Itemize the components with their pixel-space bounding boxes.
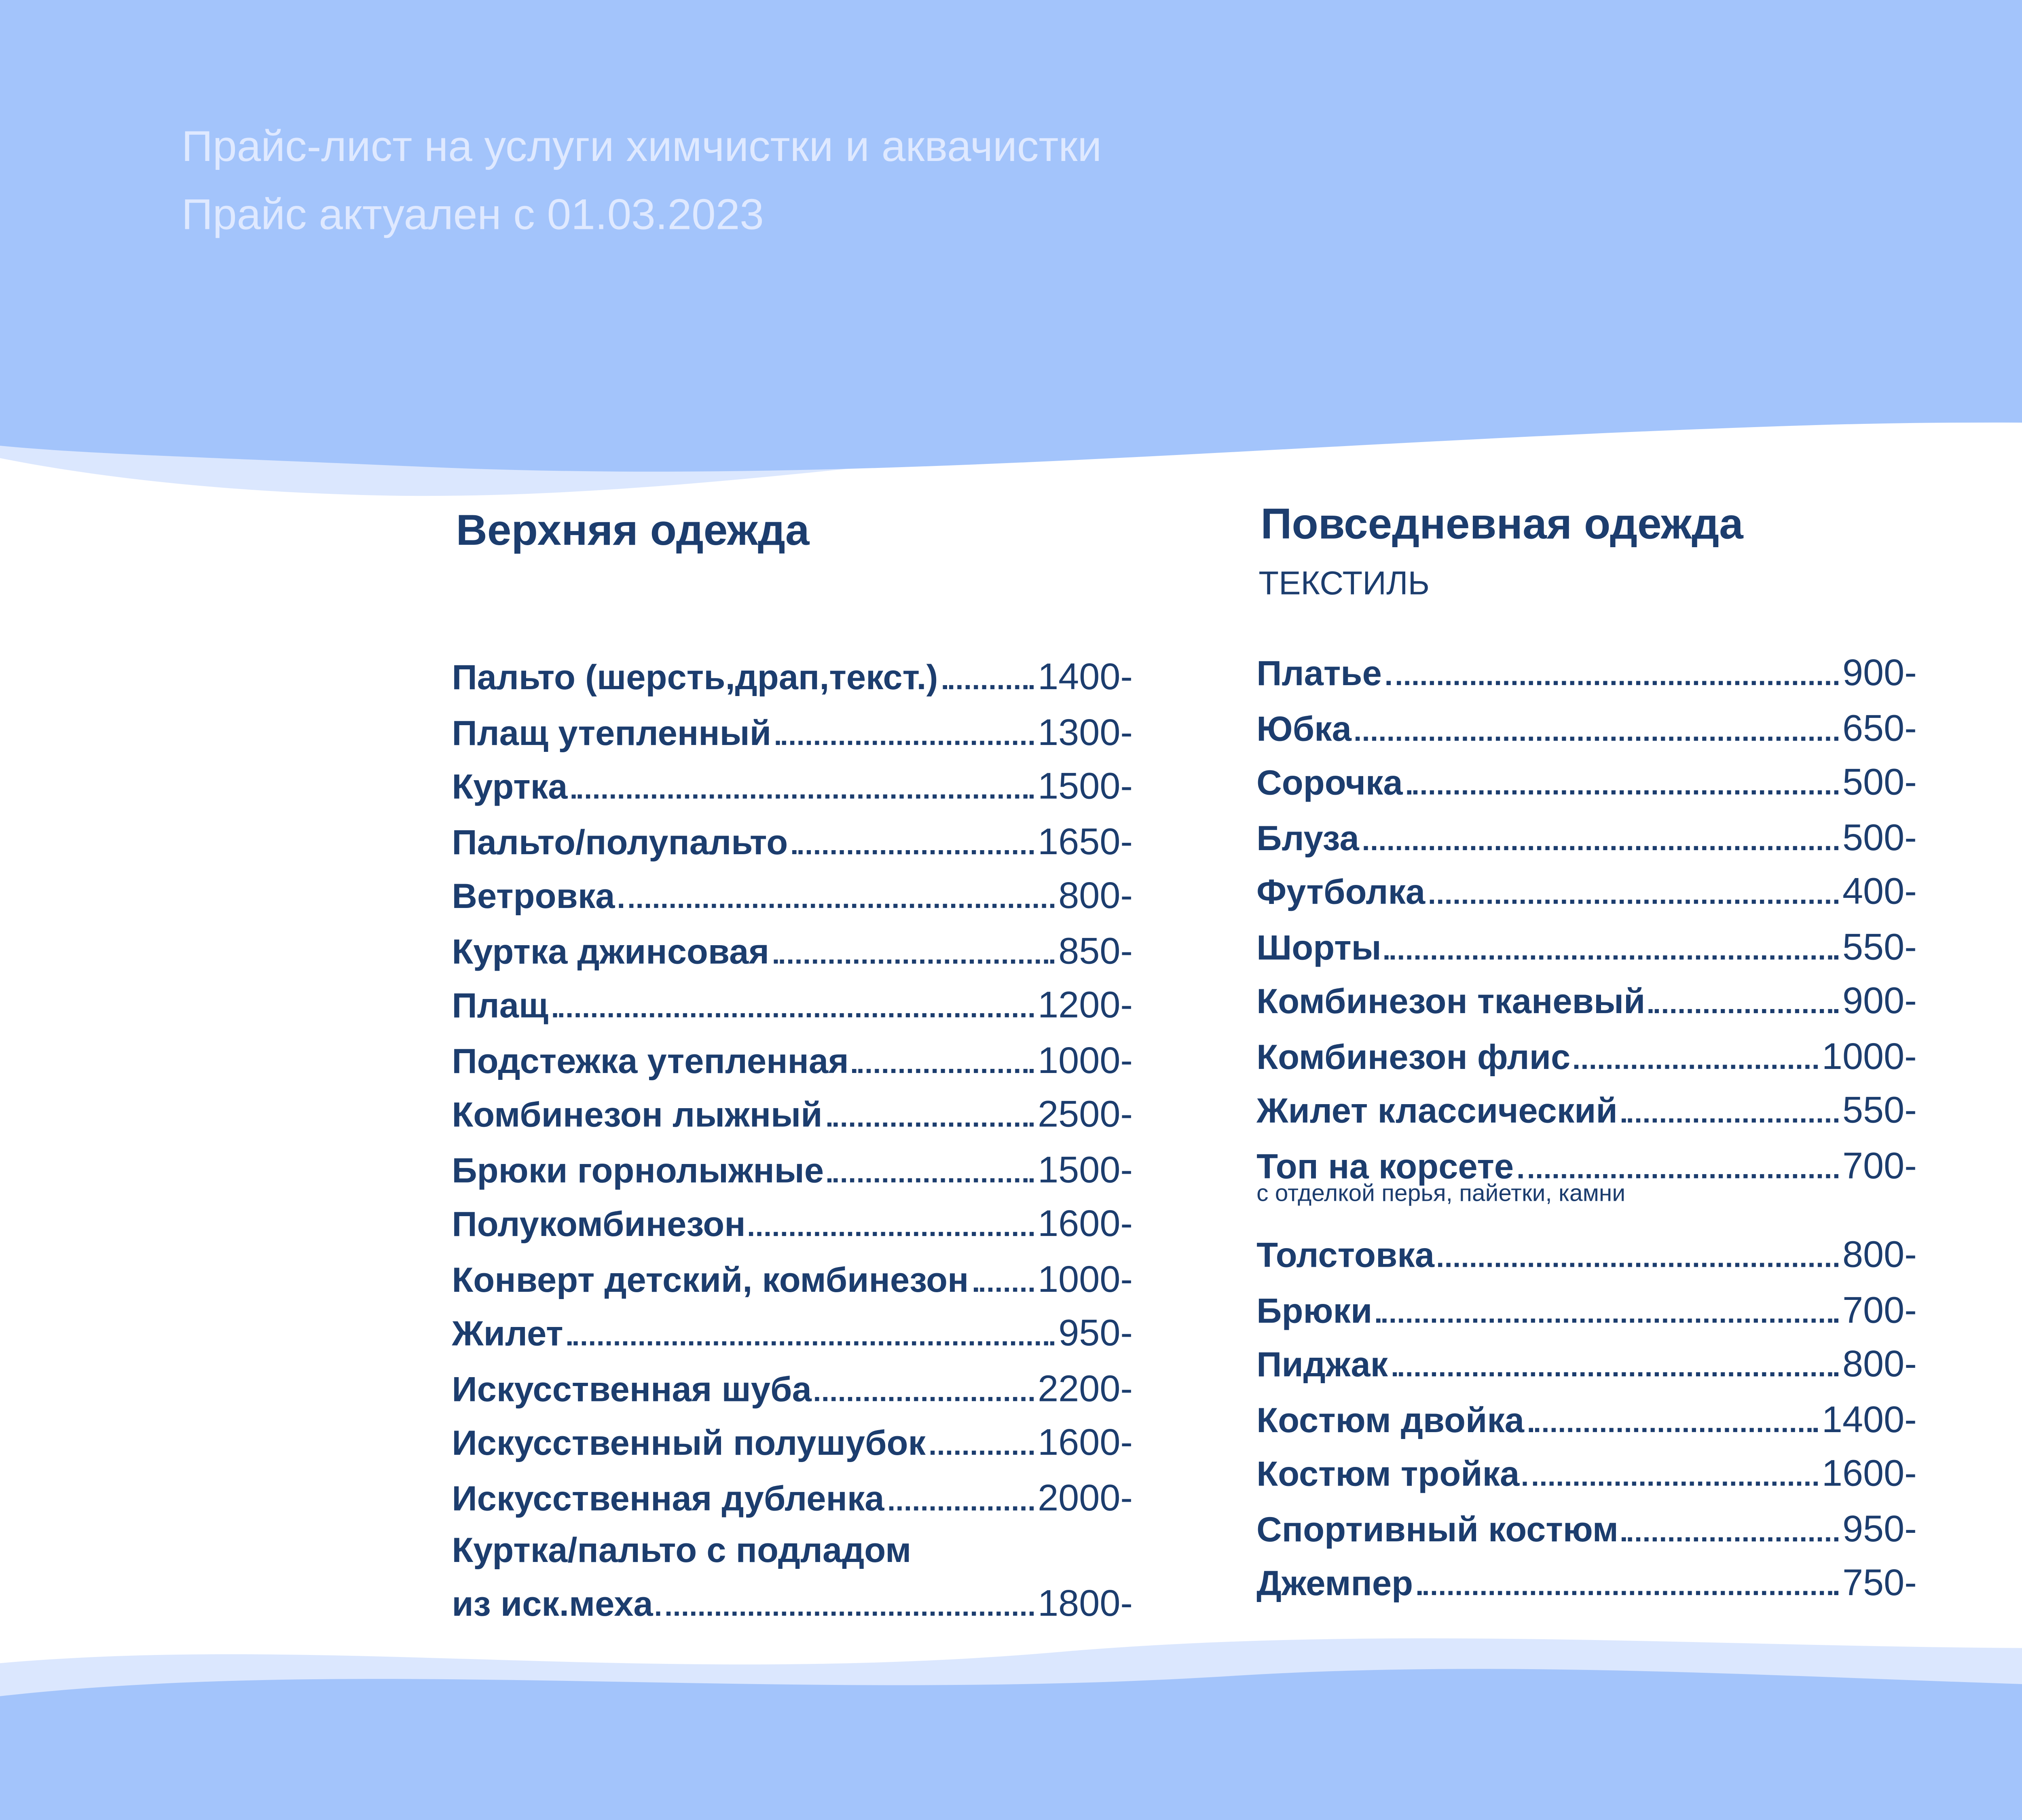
kids-description: [1952, 1579, 2022, 1649]
price-row: [452, 1357, 1133, 1411]
price-row: [1256, 1497, 1917, 1551]
dot-leader: [1429, 899, 1838, 904]
price-row: [452, 919, 1133, 973]
item-name: Брюки: [1256, 1291, 1373, 1330]
item-price: 1650-: [1038, 820, 1133, 862]
price-row: [1256, 1134, 1917, 1188]
item-name: Блуза: [1256, 818, 1359, 857]
dot-leader: [1574, 1064, 1817, 1068]
subtitle-date: Прайс актуален с 01.03.2023: [181, 192, 764, 239]
dot-leader: [657, 1612, 1034, 1616]
price-row: [1256, 751, 1917, 805]
price-row: [452, 1084, 1133, 1137]
item-name: Пальто/полупальто: [452, 822, 788, 862]
price-row: [452, 1029, 1133, 1082]
item-price: 2200-: [1038, 1367, 1133, 1409]
price-row: [452, 1247, 1133, 1301]
dot-leader: [1386, 681, 1838, 685]
item-name: Пиджак: [1256, 1345, 1388, 1385]
dot-leader: [567, 1341, 1054, 1345]
item-name: Платье: [1256, 654, 1382, 694]
item-price: 750-: [1842, 1562, 1917, 1604]
item-name: из иск.меха: [452, 1585, 653, 1624]
dot-leader: [775, 740, 1034, 744]
item-price: 1500-: [1038, 1148, 1133, 1190]
dot-leader: [1622, 1118, 1838, 1122]
casual-title: Повседневная одежда: [1261, 501, 1743, 549]
dot-leader: [1392, 1372, 1838, 1376]
item-name: Полукомбинезон: [452, 1205, 746, 1244]
item-name: Комбинезон лыжный: [452, 1096, 823, 1135]
price-row: [1256, 642, 1917, 696]
item-name: Комбинезон тканевый: [1256, 982, 1646, 1022]
item-price: 900-: [1842, 652, 1917, 694]
item-price: 650-: [1842, 707, 1917, 748]
price-row: [1256, 1224, 1917, 1278]
item-name: Спортивный костюм: [1256, 1509, 1618, 1549]
dot-leader: [1523, 1481, 1817, 1486]
item-price: 1000-: [1821, 1035, 1917, 1076]
dot-leader: [816, 1396, 1034, 1400]
price-row: [1256, 1442, 1917, 1496]
item-price: 550-: [1842, 925, 1917, 967]
dot-leader: [1356, 736, 1838, 740]
item-price: 500-: [1842, 761, 1917, 803]
dot-leader: [930, 1451, 1034, 1455]
price-row: [452, 810, 1133, 864]
item-name: Жилет классический: [1256, 1091, 1618, 1131]
item-price: 800-: [1842, 1234, 1917, 1276]
price-row: [452, 1138, 1133, 1192]
price-row: [452, 974, 1133, 1028]
item-price: 700-: [1842, 1144, 1917, 1186]
kids-desc-line1: [1952, 1579, 2022, 1614]
item-name: Комбинезон флис: [1256, 1037, 1571, 1076]
item-price: 1600-: [1821, 1452, 1917, 1494]
item-name: Жилет: [452, 1314, 563, 1354]
dot-leader: [827, 1123, 1034, 1127]
price-row: [1256, 970, 1917, 1024]
item-name: Плащ: [452, 986, 549, 1026]
item-price: 950-: [1058, 1312, 1133, 1354]
price-row: [452, 1412, 1133, 1465]
item-price: 2500-: [1038, 1094, 1133, 1135]
dot-leader: [1363, 845, 1838, 849]
item-price: 1600-: [1038, 1203, 1133, 1244]
item-price: 950-: [1842, 1507, 1917, 1549]
dot-leader: [619, 904, 1054, 908]
item-name: Топ на корсете: [1256, 1146, 1514, 1186]
price-row: [1256, 861, 1917, 914]
dot-leader: [750, 1232, 1034, 1236]
price-row: [452, 1193, 1133, 1246]
dot-leader: [853, 1068, 1034, 1072]
dot-leader: [773, 959, 1054, 963]
item-price: 1000-: [1038, 1257, 1133, 1299]
item-name: Искусственная шуба: [452, 1369, 812, 1409]
price-row: [452, 700, 1133, 754]
item-price: 850-: [1058, 929, 1133, 971]
item-price: 900-: [1842, 980, 1917, 1022]
dot-leader: [572, 794, 1034, 798]
item-name: Толстовка: [1256, 1236, 1435, 1276]
price-row: [1256, 1079, 1917, 1133]
price-row: [1256, 1278, 1917, 1332]
price-row: [1256, 1552, 1917, 1606]
item-price: 1200-: [1038, 984, 1133, 1026]
price-row: [452, 1466, 1133, 1520]
price-row: [1256, 806, 1917, 859]
item-name: Костюм двойка: [1256, 1400, 1525, 1439]
item-name: Юбка: [1256, 709, 1352, 748]
item-name: Брюки горнолыжные: [452, 1150, 824, 1190]
item-name: Подстежка утепленная: [452, 1041, 849, 1080]
dot-leader: [1377, 1318, 1838, 1322]
item-name: Искусственная дубленка: [452, 1478, 884, 1518]
dot-leader: [828, 1177, 1034, 1181]
item-price: 800-: [1842, 1343, 1917, 1385]
outerwear-title: Верхняя одежда: [456, 508, 810, 555]
dot-leader: [1622, 1536, 1838, 1540]
item-name: Плащ утепленный: [452, 713, 772, 752]
price-row: [1256, 1024, 1917, 1078]
price-row: [1256, 696, 1917, 750]
item-name: Конверт детский, комбинезон: [452, 1259, 969, 1299]
item-name: Ветровка: [452, 877, 615, 916]
item-price: 1800-: [1038, 1583, 1133, 1624]
dot-leader: [1417, 1591, 1838, 1595]
item-name: Костюм тройка: [1256, 1454, 1520, 1494]
item-price: 1500-: [1038, 765, 1133, 807]
dot-leader: [1518, 1173, 1838, 1177]
item-name: Куртка: [452, 767, 568, 807]
price-row: [452, 755, 1133, 809]
subtitle-price-list: Прайс-лист на услуги химчистки и аквачистки: [181, 124, 1102, 171]
price-row: [452, 1572, 1133, 1626]
casual-subtitle: ТЕКСТИЛЬ: [1258, 567, 1430, 603]
item-price: 400-: [1842, 871, 1917, 912]
item-name: Куртка джинсовая: [452, 931, 769, 971]
price-row: [1256, 915, 1917, 969]
price-row: [452, 1519, 1133, 1572]
item-price: 700-: [1842, 1289, 1917, 1330]
dot-leader: [1407, 790, 1838, 794]
item-price: 800-: [1058, 875, 1133, 916]
dot-leader: [942, 685, 1034, 689]
item-price: 1600-: [1038, 1422, 1133, 1463]
dot-leader: [1528, 1427, 1817, 1431]
dot-leader: [1438, 1263, 1838, 1267]
item-price: 1400-: [1821, 1398, 1917, 1439]
item-name: Пальто (шерсть,драп,текст.): [452, 658, 938, 698]
item-note: с отделкой перья, пайетки, камни: [1256, 1182, 1626, 1207]
item-price: 1000-: [1038, 1039, 1133, 1080]
price-row: [452, 1302, 1133, 1356]
dot-leader: [1650, 1009, 1838, 1013]
item-name: Футболка: [1256, 873, 1426, 912]
item-name: Куртка/пальто с подладом: [452, 1531, 912, 1570]
item-price: 1400-: [1038, 656, 1133, 698]
item-price: 2000-: [1038, 1476, 1133, 1518]
item-name: Искусственный полушубок: [452, 1424, 926, 1463]
item-name: Сорочка: [1256, 763, 1403, 803]
item-price: 550-: [1842, 1089, 1917, 1131]
price-row: [452, 646, 1133, 700]
price-row: [1256, 1388, 1917, 1441]
item-name: Джемпер: [1256, 1564, 1413, 1604]
kids-desc-line2: [1952, 1614, 2022, 1649]
price-row: [1256, 1333, 1917, 1387]
dot-leader: [552, 1013, 1033, 1017]
dot-leader: [888, 1505, 1034, 1509]
item-name: Шорты: [1256, 927, 1381, 967]
dot-leader: [973, 1287, 1034, 1291]
item-price: 500-: [1842, 816, 1917, 857]
dot-leader: [1385, 954, 1838, 959]
dot-leader: [792, 849, 1034, 853]
item-price: 1300-: [1038, 711, 1133, 752]
price-row: [452, 865, 1133, 918]
